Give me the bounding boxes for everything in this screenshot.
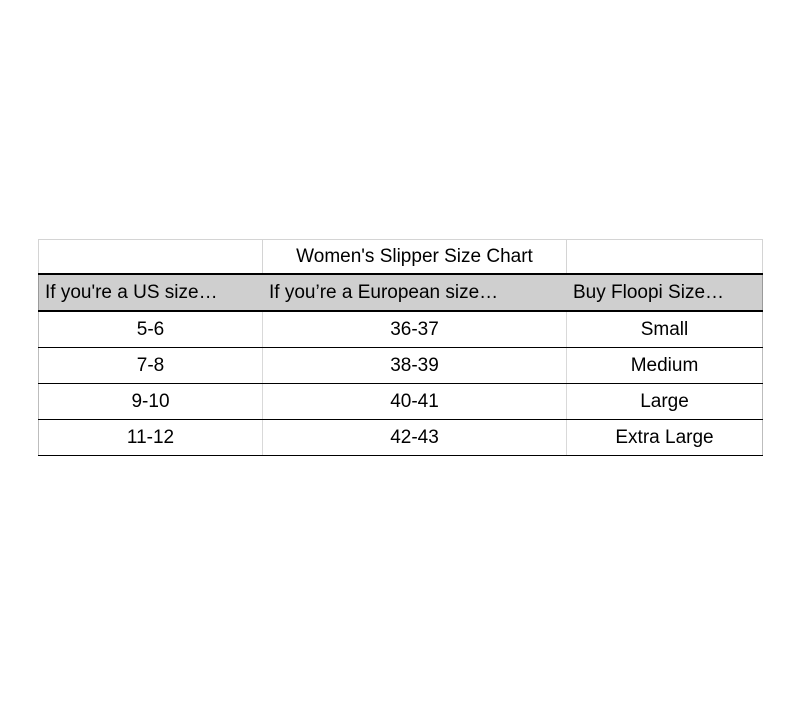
- cell-floopi-size: Small: [567, 311, 763, 348]
- cell-us-size: 9-10: [39, 384, 263, 420]
- cell-eu-size: 42-43: [263, 420, 567, 456]
- cell-eu-size: 38-39: [263, 348, 567, 384]
- title-row-blank-cell: [39, 240, 263, 275]
- cell-eu-size: 40-41: [263, 384, 567, 420]
- table-header-row: [39, 274, 763, 311]
- cell-us-size: 11-12: [39, 420, 263, 456]
- column-header-us: If you're a US size…: [39, 274, 263, 311]
- cell-us-size: 5-6: [39, 311, 263, 348]
- title-row-trailing-blank-cell: [567, 240, 763, 275]
- cell-floopi-size: Extra Large: [567, 420, 763, 456]
- column-header-european: If you’re a European size…: [263, 274, 567, 311]
- size-chart-container: [38, 239, 762, 456]
- table-row: [39, 348, 763, 384]
- title-row: [39, 240, 763, 275]
- column-header-floopi: Buy Floopi Size…: [567, 274, 763, 311]
- cell-us-size: 7-8: [39, 348, 263, 384]
- table-row: [39, 384, 763, 420]
- cell-eu-size: 36-37: [263, 311, 567, 348]
- cell-floopi-size: Large: [567, 384, 763, 420]
- chart-title: Women's Slipper Size Chart: [263, 240, 567, 275]
- table-row: [39, 420, 763, 456]
- cell-floopi-size: Medium: [567, 348, 763, 384]
- size-chart-table: [38, 239, 763, 456]
- table-row: [39, 311, 763, 348]
